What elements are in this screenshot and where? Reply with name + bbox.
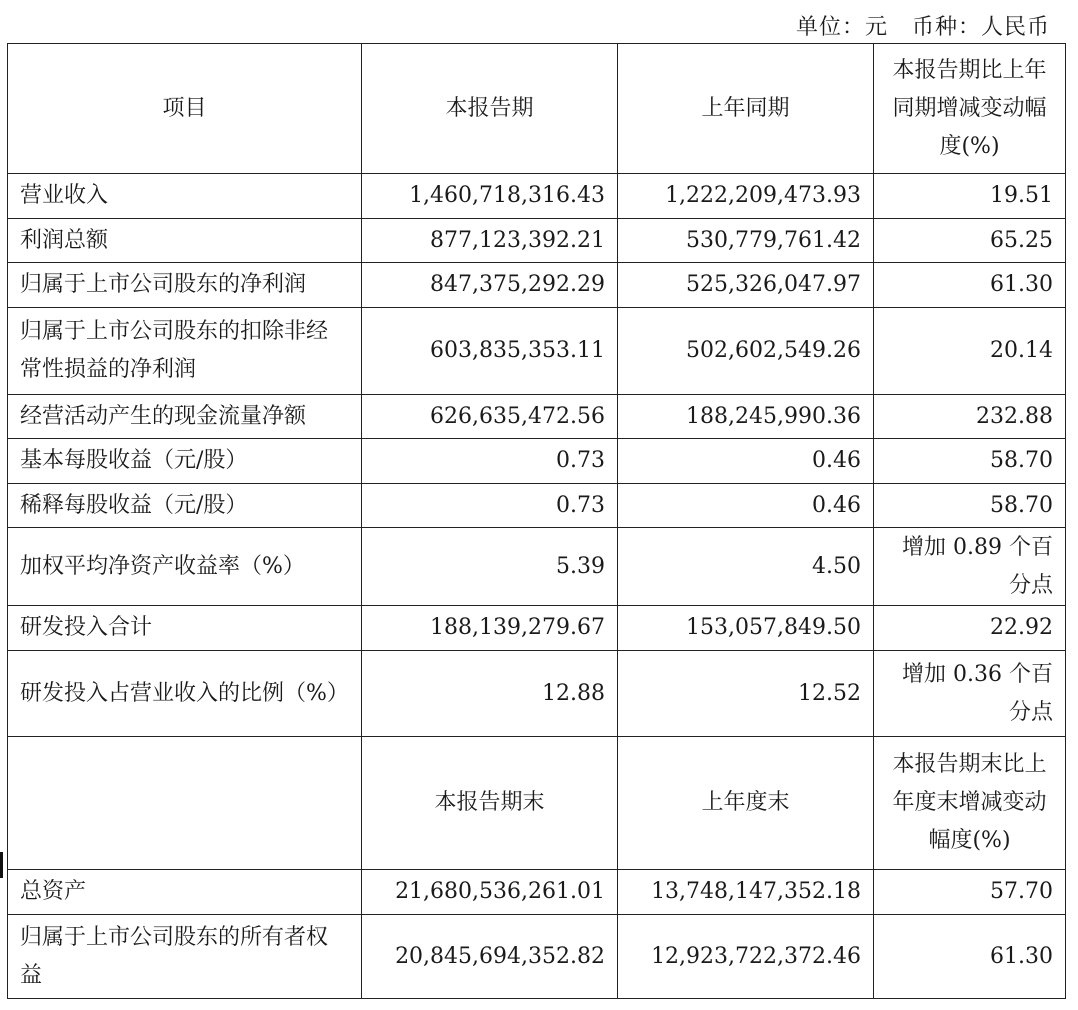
table-row [8,870,1066,915]
table-row [8,528,1066,606]
financial-data-table [7,43,1066,999]
row-item: 利润总额 [8,219,362,263]
row-change: 19.51 [874,174,1066,219]
table-row [8,606,1066,651]
header-prior-period: 上年同期 [618,44,874,174]
row-item: 基本每股收益（元/股） [8,439,362,484]
row-change: 增加 0.36 个百分点 [874,651,1066,737]
row-current: 188,139,279.67 [362,606,618,651]
row-item: 归属于上市公司股东的扣除非经常性损益的净利润 [8,308,362,395]
row-prior: 12,923,722,372.46 [618,915,874,999]
table-row [8,651,1066,737]
row-prior: 0.46 [618,439,874,484]
row-item: 总资产 [8,870,362,915]
table-row [8,395,1066,439]
table-header-row [8,44,1066,174]
row-prior: 188,245,990.36 [618,395,874,439]
row-prior: 530,779,761.42 [618,219,874,263]
row-prior: 1,222,209,473.93 [618,174,874,219]
row-item: 稀释每股收益（元/股） [8,484,362,528]
row-item: 研发投入合计 [8,606,362,651]
table-row [8,439,1066,484]
row-current: 12.88 [362,651,618,737]
row-prior: 13,748,147,352.18 [618,870,874,915]
row-prior: 153,057,849.50 [618,606,874,651]
row-change: 58.70 [874,439,1066,484]
row-item: 归属于上市公司股东的净利润 [8,263,362,308]
subheader-period-end: 本报告期末 [362,737,618,870]
row-current: 603,835,353.11 [362,308,618,395]
table-row [8,174,1066,219]
table-subheader-row [8,737,1066,870]
left-edge-mark [0,852,3,878]
row-current: 5.39 [362,528,618,606]
table-row [8,219,1066,263]
row-current: 0.73 [362,439,618,484]
row-current: 626,635,472.56 [362,395,618,439]
row-prior: 12.52 [618,651,874,737]
row-item: 归属于上市公司股东的所有者权益 [8,915,362,999]
row-change: 65.25 [874,219,1066,263]
row-item: 加权平均净资产收益率（%） [8,528,362,606]
header-change-pct: 本报告期比上年同期增减变动幅度(%) [874,44,1066,174]
table-row [8,484,1066,528]
header-current-period: 本报告期 [362,44,618,174]
row-current: 1,460,718,316.43 [362,174,618,219]
row-prior: 4.50 [618,528,874,606]
row-change: 61.30 [874,263,1066,308]
row-item: 经营活动产生的现金流量净额 [8,395,362,439]
table-row [8,263,1066,308]
header-item: 项目 [8,44,362,174]
row-current: 847,375,292.29 [362,263,618,308]
row-current: 20,845,694,352.82 [362,915,618,999]
row-prior: 502,602,549.26 [618,308,874,395]
row-change: 61.30 [874,915,1066,999]
row-item: 研发投入占营业收入的比例（%） [8,651,362,737]
row-change: 232.88 [874,395,1066,439]
subheader-change-pct: 本报告期末比上年度末增减变动幅度(%) [874,737,1066,870]
row-current: 877,123,392.21 [362,219,618,263]
row-item: 营业收入 [8,174,362,219]
row-prior: 0.46 [618,484,874,528]
row-change: 22.92 [874,606,1066,651]
row-change: 58.70 [874,484,1066,528]
subheader-item [8,737,362,870]
subheader-prior-year-end: 上年度末 [618,737,874,870]
table-row [8,308,1066,395]
row-change: 57.70 [874,870,1066,915]
row-change: 增加 0.89 个百分点 [874,528,1066,606]
unit-currency-note: 单位：元 币种：人民币 [796,15,1050,40]
row-change: 20.14 [874,308,1066,395]
row-current: 0.73 [362,484,618,528]
table-row [8,915,1066,999]
row-prior: 525,326,047.97 [618,263,874,308]
row-current: 21,680,536,261.01 [362,870,618,915]
